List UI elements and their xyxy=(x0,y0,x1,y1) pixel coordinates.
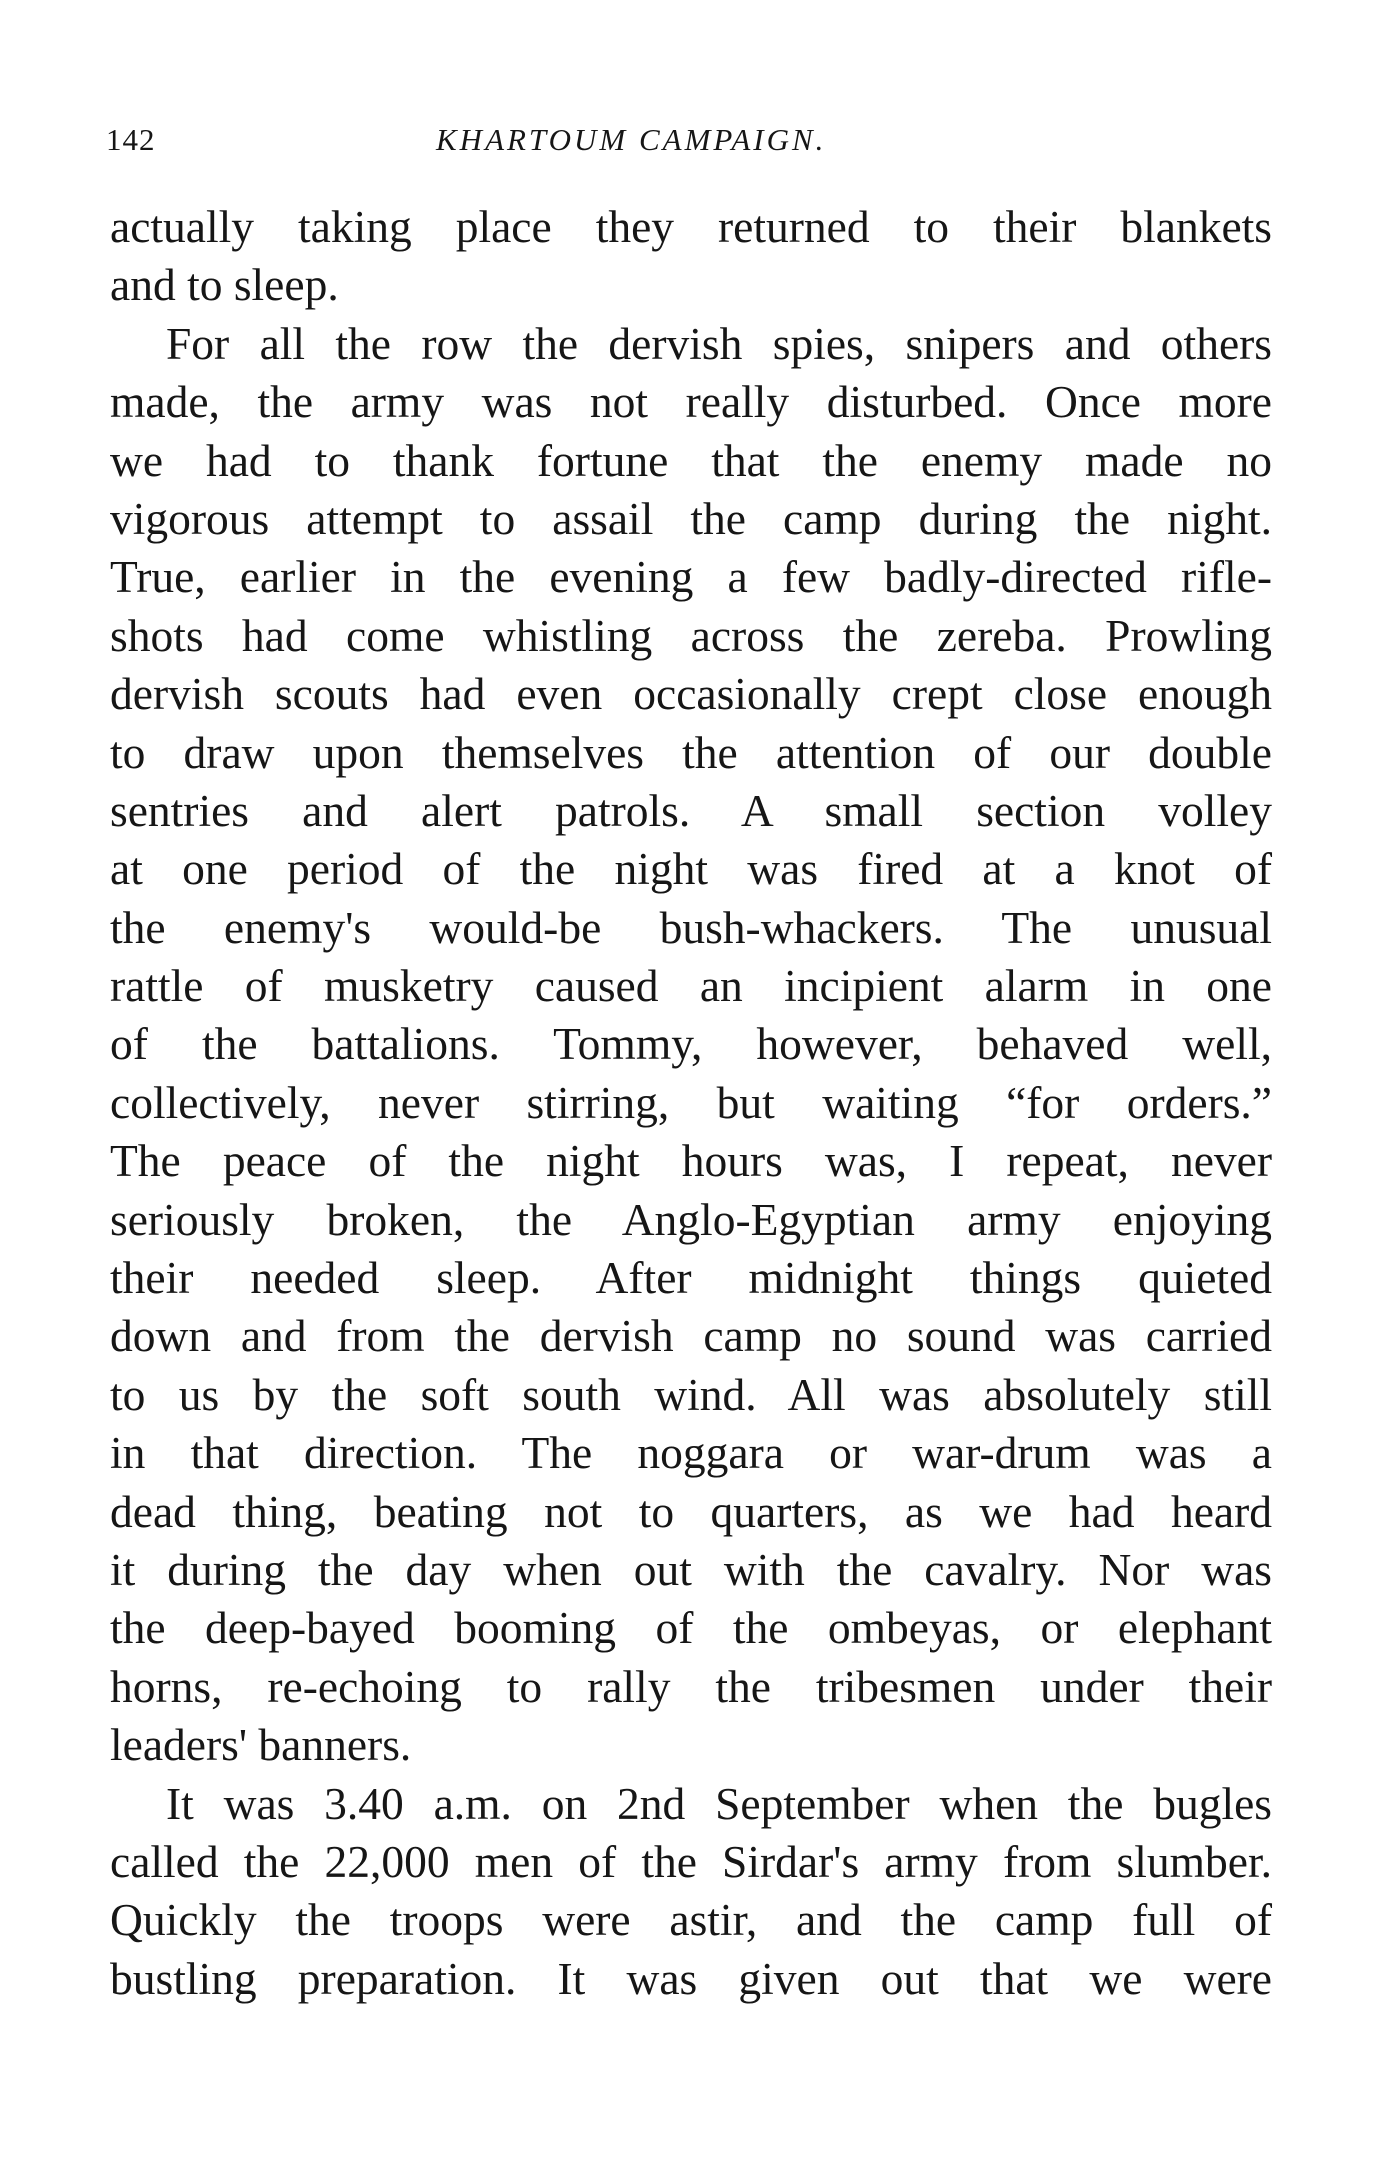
text-line: actually taking place they returned to their blankets xyxy=(110,201,1272,252)
text-line: dead thing, beating not to quarters, as we had heard xyxy=(110,1485,1272,1537)
text-line: to draw upon themselves the attention of our double xyxy=(110,726,1272,778)
text-line: It was 3.40 a.m. on 2nd September when the bugles xyxy=(166,1777,1272,1829)
text-line: to us by the soft south wind. All was absolutely still xyxy=(110,1368,1272,1420)
text-line: the enemy's would-be bush-whackers. The unusual xyxy=(110,901,1272,953)
text-line: in that direction. The noggara or war-drum was a xyxy=(110,1427,1272,1479)
text-line: their needed sleep. After midnight things quieted xyxy=(110,1252,1272,1304)
text-line: sentries and alert patrols. A small section volley xyxy=(110,784,1272,836)
text-line: rattle of musketry caused an incipient alarm in one xyxy=(110,960,1272,1012)
text-line: The peace of the night hours was, I repeat, never xyxy=(110,1135,1272,1187)
body-text xyxy=(110,198,1272,2008)
text-line: collectively, never stirring, but waiting “for orders.” xyxy=(110,1076,1272,1128)
text-line: at one period of the night was fired at a knot of xyxy=(110,843,1272,895)
text-line: Quickly the troops were astir, and the camp full of xyxy=(110,1894,1272,1946)
text-line: it during the day when out with the cavalry. Nor was xyxy=(110,1543,1272,1595)
text-line: shots had come whistling across the zereba. Prowling xyxy=(110,609,1272,661)
text-line: dervish scouts had even occasionally crept close enough xyxy=(110,668,1272,720)
text-line: For all the row the dervish spies, snipers and others xyxy=(166,317,1272,369)
text-line: bustling preparation. It was given out that we were xyxy=(110,1952,1272,2004)
page-number: 142 xyxy=(106,122,156,157)
text-line: vigorous attempt to assail the camp during the night. xyxy=(110,492,1272,544)
text-line: made, the army was not really disturbed. Once more xyxy=(110,376,1272,428)
running-title: KHARTOUM CAMPAIGN. xyxy=(436,122,827,157)
text-line: leaders' banners. xyxy=(110,1719,412,1771)
page-header xyxy=(106,122,1272,162)
text-line: and to sleep. xyxy=(110,259,339,311)
text-line: seriously broken, the Anglo-Egyptian army enjoying xyxy=(110,1193,1272,1245)
text-line: of the battalions. Tommy, however, behaved well, xyxy=(110,1018,1272,1070)
text-line: we had to thank fortune that the enemy made no xyxy=(110,434,1272,486)
text-line: called the 22,000 men of the Sirdar's army from slumber. xyxy=(110,1835,1272,1887)
text-line: horns, re-echoing to rally the tribesmen under their xyxy=(110,1660,1272,1712)
text-line: down and from the dervish camp no sound was carried xyxy=(110,1310,1272,1362)
text-line: True, earlier in the evening a few badly-directed rifle- xyxy=(110,551,1272,603)
text-line: the deep-bayed booming of the ombeyas, or elephant xyxy=(110,1602,1272,1654)
